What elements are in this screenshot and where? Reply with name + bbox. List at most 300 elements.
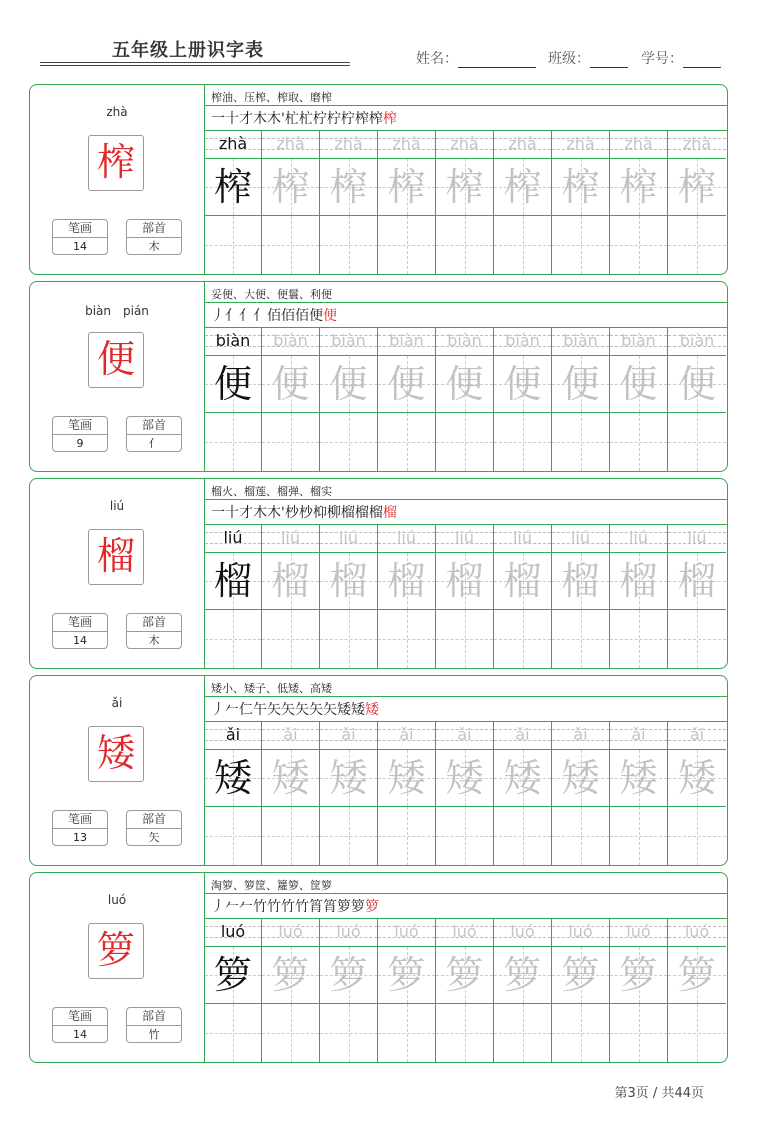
character-trace-text: 矮 <box>503 756 542 800</box>
stroke-step: 杪 <box>298 505 313 521</box>
empty-writing-cell[interactable] <box>378 807 436 865</box>
pinyin-model-cell <box>205 525 262 553</box>
character-trace-text: 矮 <box>445 756 484 800</box>
character-trace-text: 箩 <box>561 953 600 997</box>
empty-writing-cell[interactable] <box>436 413 494 471</box>
character-info-panel <box>30 676 204 865</box>
radical-value: 木 <box>148 240 160 253</box>
stroke-order <box>211 108 397 128</box>
stroke-step: 柳 <box>326 505 341 521</box>
empty-writing-cell[interactable] <box>610 413 668 471</box>
pinyin-trace-cell <box>668 919 726 947</box>
pinyin-trace-text: ǎi <box>573 725 588 744</box>
pinyin-trace-cell <box>378 131 436 159</box>
character-trace-text: 箩 <box>677 953 716 997</box>
practice-grid <box>205 919 726 1062</box>
pinyin-trace-cell <box>378 722 436 750</box>
character-trace-cell <box>378 750 436 807</box>
empty-writing-cell[interactable] <box>668 610 726 668</box>
empty-writing-cell[interactable] <box>378 413 436 471</box>
stroke-step: 柠 <box>340 111 355 127</box>
empty-writing-cell[interactable] <box>552 610 610 668</box>
pinyin-trace-text: zhà <box>682 134 712 153</box>
stroke-order <box>211 896 379 916</box>
pinyin-model-text: liú <box>223 528 243 547</box>
stroke-order <box>211 305 337 325</box>
radical-label: 部首 <box>127 1008 181 1026</box>
stroke-step: 杪 <box>284 505 299 521</box>
pinyin-trace-cell <box>610 328 668 356</box>
pinyin-trace-cell <box>436 328 494 356</box>
character-trace-cell <box>436 750 494 807</box>
stroke-step: 木 <box>253 111 267 127</box>
pinyin-trace-text: liú <box>338 528 359 547</box>
pinyin-trace-cell <box>262 919 320 947</box>
character-trace-cell <box>610 750 668 807</box>
character-pinyin: zhà <box>106 105 128 119</box>
character-pinyin: ǎi <box>111 696 123 710</box>
radical-label: 部首 <box>127 811 181 829</box>
title-underline-2 <box>40 65 350 66</box>
pinyin-trace-text: zhà <box>276 134 305 153</box>
pinyin-trace-text: ǎi <box>515 725 530 744</box>
empty-writing-cell[interactable] <box>262 807 320 865</box>
pinyin-model-text: ǎi <box>225 725 241 744</box>
empty-writing-cell[interactable] <box>262 610 320 668</box>
pinyin-trace-text: luó <box>626 922 651 941</box>
character-trace-cell <box>668 553 726 610</box>
character-trace-cell <box>436 159 494 216</box>
character-trace-cell <box>494 750 552 807</box>
pinyin-trace-text: luó <box>278 922 303 941</box>
character-display: 箩 <box>88 923 144 979</box>
character-trace-text: 便 <box>271 362 310 406</box>
empty-writing-cell[interactable] <box>552 1004 610 1062</box>
stroke-step: 便 <box>309 308 323 324</box>
character-trace-text: 矮 <box>619 756 658 800</box>
pinyin-trace-cell <box>610 919 668 947</box>
pinyin-trace-text: biàn <box>679 331 715 350</box>
character-trace-cell <box>552 159 610 216</box>
radical-label: 部首 <box>127 614 181 632</box>
practice-grid <box>205 131 726 274</box>
empty-writing-cell[interactable] <box>668 807 726 865</box>
character-trace-text: 榨 <box>503 165 542 209</box>
character-trace-cell <box>378 356 436 413</box>
pinyin-trace-cell <box>494 328 552 356</box>
number-blank[interactable] <box>683 53 721 68</box>
character-trace-cell <box>610 947 668 1004</box>
pinyin-trace-cell <box>494 131 552 159</box>
example-words: 矮小、矮子、低矮、高矮 <box>211 682 332 695</box>
stroke-step: 榴 <box>340 505 355 521</box>
empty-writing-cell[interactable] <box>610 216 668 274</box>
empty-writing-cell[interactable] <box>436 216 494 274</box>
empty-writing-cell[interactable] <box>205 413 262 471</box>
pinyin-trace-text: ǎi <box>689 725 705 744</box>
page-number: 第3页 / 共44页 <box>614 1086 704 1101</box>
stroke-count-value: 13 <box>73 831 87 844</box>
radical-box <box>126 810 182 846</box>
stroke-step: 亻 <box>253 308 267 324</box>
stroke-count-label: 笔画 <box>53 811 107 829</box>
character-trace-cell <box>320 356 378 413</box>
pinyin-trace-cell <box>378 328 436 356</box>
character-trace-text: 箩 <box>619 953 658 997</box>
pinyin-trace-cell <box>262 328 320 356</box>
empty-writing-cell[interactable] <box>552 413 610 471</box>
character-trace-text: 便 <box>677 362 716 406</box>
character-trace-text: 榨 <box>677 165 716 209</box>
stroke-step: 𠂉 <box>225 899 239 915</box>
empty-writing-cell[interactable] <box>494 610 552 668</box>
pinyin-trace-cell <box>436 131 494 159</box>
pinyin-model-text: biàn <box>215 331 251 350</box>
stroke-step: 一 <box>211 505 225 521</box>
character-trace-cell <box>436 553 494 610</box>
pinyin-trace-cell <box>436 722 494 750</box>
pinyin-trace-text: luó <box>510 922 535 941</box>
character-trace-cell <box>262 356 320 413</box>
radical-value: 木 <box>148 634 160 647</box>
row-divider <box>205 105 727 106</box>
row-divider <box>205 302 727 303</box>
character-trace-text: 榴 <box>503 559 542 603</box>
stroke-step: 便 <box>323 308 337 324</box>
character-trace-text: 榨 <box>271 165 310 209</box>
pinyin-trace-cell <box>610 722 668 750</box>
stroke-step: 𠂉 <box>239 899 253 915</box>
practice-grid <box>205 525 726 668</box>
empty-writing-cell[interactable] <box>320 413 378 471</box>
character-info-panel <box>30 479 204 668</box>
character-card <box>29 872 728 1063</box>
pinyin-trace-cell <box>320 919 378 947</box>
character-trace-cell <box>552 947 610 1004</box>
character-trace-cell <box>320 947 378 1004</box>
stroke-step: 柠 <box>326 111 341 127</box>
pinyin-trace-cell <box>552 919 610 947</box>
pinyin-model-cell <box>205 919 262 947</box>
empty-writing-cell[interactable] <box>262 1004 320 1062</box>
pinyin-trace-cell <box>552 328 610 356</box>
pinyin-trace-text: biàn <box>273 331 308 350</box>
character-trace-text: 榴 <box>445 559 484 603</box>
empty-writing-cell[interactable] <box>494 807 552 865</box>
stroke-step: 佰 <box>295 308 309 324</box>
stroke-step: 矢 <box>281 702 295 718</box>
character-trace-cell <box>378 947 436 1004</box>
pinyin-trace-cell <box>320 722 378 750</box>
radical-label: 部首 <box>127 220 181 238</box>
radical-box <box>126 416 182 452</box>
class-label: 班级： <box>548 51 590 67</box>
name-field[interactable] <box>416 48 536 68</box>
stroke-step: 丿 <box>211 702 225 718</box>
empty-writing-cell[interactable] <box>668 413 726 471</box>
stroke-order <box>211 699 379 719</box>
stroke-count-value: 14 <box>73 1028 87 1041</box>
practice-grid <box>205 328 726 471</box>
pinyin-trace-text: zhà <box>334 134 363 153</box>
stroke-step: 佰 <box>281 308 295 324</box>
practice-panel <box>204 282 727 471</box>
character-trace-text: 便 <box>561 362 600 406</box>
pinyin-trace-cell <box>552 131 610 159</box>
stroke-step: 丿 <box>211 308 225 324</box>
stroke-order <box>211 502 397 522</box>
pinyin-trace-text: liú <box>454 528 475 547</box>
character-trace-cell <box>320 750 378 807</box>
character-trace-text: 榨 <box>387 165 426 209</box>
empty-writing-cell[interactable] <box>494 1004 552 1062</box>
empty-writing-cell[interactable] <box>378 216 436 274</box>
character-trace-text: 矮 <box>271 756 310 800</box>
pinyin-trace-cell <box>552 525 610 553</box>
character-card <box>29 281 728 472</box>
character-trace-text: 箩 <box>271 953 310 997</box>
character-trace-cell <box>378 553 436 610</box>
character-model-cell <box>205 947 262 1004</box>
pinyin-trace-text: zhà <box>566 134 595 153</box>
character-model-text: 箩 <box>213 953 252 997</box>
character-trace-cell <box>262 947 320 1004</box>
character-trace-text: 榴 <box>677 559 716 603</box>
stroke-step: 矮 <box>351 702 365 718</box>
stroke-step: 丿 <box>211 899 225 915</box>
empty-writing-cell[interactable] <box>610 610 668 668</box>
character-trace-text: 箩 <box>387 953 426 997</box>
character-trace-text: 榴 <box>271 559 310 603</box>
character-trace-cell <box>552 750 610 807</box>
character-trace-text: 榴 <box>619 559 658 603</box>
pinyin-model-cell <box>205 722 262 750</box>
pinyin-trace-cell <box>668 722 726 750</box>
pinyin-trace-text: liú <box>628 528 649 547</box>
title-underline <box>40 62 350 63</box>
empty-writing-cell[interactable] <box>494 216 552 274</box>
stroke-step: 榴 <box>354 505 369 521</box>
stroke-count-box <box>52 219 108 255</box>
character-trace-cell <box>320 553 378 610</box>
character-pinyin: biàn pián <box>85 304 149 318</box>
empty-writing-cell[interactable] <box>205 807 262 865</box>
stroke-step: 箩 <box>337 899 351 915</box>
pinyin-trace-text: liú <box>512 528 533 547</box>
pinyin-trace-cell <box>262 525 320 553</box>
pinyin-trace-cell <box>378 525 436 553</box>
class-field[interactable] <box>548 48 628 68</box>
empty-writing-cell[interactable] <box>668 1004 726 1062</box>
pinyin-trace-text: ǎi <box>631 725 646 744</box>
character-model-text: 榨 <box>213 165 252 209</box>
pinyin-model-text: zhà <box>218 134 248 153</box>
stroke-step: 矮 <box>365 702 379 718</box>
pinyin-trace-text: biàn <box>389 331 424 350</box>
example-words: 淘箩、箩筐、籮箩、筐箩 <box>211 879 332 892</box>
stroke-step: 午 <box>253 702 267 718</box>
pinyin-trace-cell <box>436 525 494 553</box>
number-label: 学号： <box>641 51 683 67</box>
stroke-count-label: 笔画 <box>53 417 107 435</box>
pinyin-trace-text: zhà <box>508 134 537 153</box>
character-info-panel <box>30 873 204 1062</box>
pinyin-trace-cell <box>494 722 552 750</box>
character-trace-cell <box>436 947 494 1004</box>
stroke-step: 箩 <box>351 899 365 915</box>
character-trace-cell <box>552 356 610 413</box>
empty-writing-cell[interactable] <box>320 610 378 668</box>
character-display: 便 <box>88 332 144 388</box>
character-trace-cell <box>262 553 320 610</box>
row-divider <box>205 499 727 500</box>
character-trace-text: 便 <box>503 362 542 406</box>
empty-writing-cell[interactable] <box>205 610 262 668</box>
radical-value: 竹 <box>148 1028 160 1041</box>
pinyin-trace-text: ǎi <box>283 725 298 744</box>
character-trace-cell <box>320 159 378 216</box>
stroke-step: 亻 <box>225 308 239 324</box>
stroke-step: 榴 <box>382 505 397 521</box>
stroke-count-box <box>52 1007 108 1043</box>
character-info-panel <box>30 282 204 471</box>
pinyin-trace-cell <box>436 919 494 947</box>
empty-writing-cell[interactable] <box>610 807 668 865</box>
practice-panel <box>204 85 727 274</box>
pinyin-trace-cell <box>320 525 378 553</box>
stroke-step: 才 <box>239 111 253 127</box>
empty-writing-cell[interactable] <box>205 1004 262 1062</box>
empty-writing-cell[interactable] <box>552 807 610 865</box>
name-blank[interactable] <box>458 53 536 68</box>
practice-grid <box>205 722 726 865</box>
character-trace-cell <box>436 356 494 413</box>
pinyin-model-text: luó <box>220 922 246 941</box>
character-model-cell <box>205 159 262 216</box>
empty-writing-cell[interactable] <box>610 1004 668 1062</box>
number-field[interactable] <box>641 48 721 68</box>
empty-writing-cell[interactable] <box>378 1004 436 1062</box>
character-info-panel <box>30 85 204 274</box>
stroke-step: 十 <box>225 505 239 521</box>
character-trace-text: 榨 <box>619 165 658 209</box>
pinyin-trace-text: zhà <box>624 134 653 153</box>
pinyin-trace-cell <box>610 525 668 553</box>
character-pinyin: liú <box>109 499 125 513</box>
character-model-cell <box>205 750 262 807</box>
pinyin-trace-text: luó <box>394 922 419 941</box>
empty-writing-cell[interactable] <box>320 216 378 274</box>
pinyin-trace-cell <box>494 919 552 947</box>
empty-writing-cell[interactable] <box>436 1004 494 1062</box>
character-trace-text: 箩 <box>503 953 542 997</box>
pinyin-trace-text: liú <box>687 528 707 547</box>
pinyin-trace-cell <box>610 131 668 159</box>
empty-writing-cell[interactable] <box>320 1004 378 1062</box>
practice-panel <box>204 676 727 865</box>
character-trace-cell <box>668 947 726 1004</box>
stroke-step: 木' <box>267 505 285 521</box>
character-trace-cell <box>378 159 436 216</box>
radical-value: 亻 <box>148 437 160 450</box>
stroke-step: 矢 <box>295 702 309 718</box>
radical-value: 矢 <box>148 831 160 844</box>
pinyin-trace-text: biàn <box>621 331 656 350</box>
stroke-step: 仁 <box>239 702 253 718</box>
character-trace-text: 矮 <box>387 756 426 800</box>
stroke-step: 十 <box>225 111 239 127</box>
character-card <box>29 675 728 866</box>
stroke-step: 矢 <box>323 702 337 718</box>
pinyin-trace-text: liú <box>396 528 417 547</box>
character-trace-text: 榨 <box>329 165 368 209</box>
character-trace-cell <box>494 159 552 216</box>
pinyin-trace-text: luó <box>336 922 361 941</box>
stroke-step: 矢 <box>267 702 281 718</box>
stroke-count-box <box>52 613 108 649</box>
character-display: 榴 <box>88 529 144 585</box>
empty-writing-cell[interactable] <box>320 807 378 865</box>
character-trace-text: 榴 <box>329 559 368 603</box>
pinyin-trace-text: ǎi <box>341 725 356 744</box>
character-card <box>29 84 728 275</box>
stroke-count-value: 9 <box>76 437 84 450</box>
pinyin-trace-text: liú <box>280 528 301 547</box>
stroke-step: 木' <box>267 111 285 127</box>
pinyin-trace-text: biàn <box>331 331 366 350</box>
stroke-step: 榨 <box>382 111 397 127</box>
stroke-step: 矮 <box>337 702 351 718</box>
pinyin-trace-cell <box>668 328 726 356</box>
practice-panel <box>204 873 727 1062</box>
empty-writing-cell[interactable] <box>436 610 494 668</box>
empty-writing-cell[interactable] <box>436 807 494 865</box>
empty-writing-cell[interactable] <box>262 216 320 274</box>
character-model-text: 便 <box>213 362 252 406</box>
character-trace-text: 箩 <box>445 953 484 997</box>
practice-panel <box>204 479 727 668</box>
character-trace-text: 便 <box>329 362 368 406</box>
character-trace-text: 榨 <box>445 165 484 209</box>
empty-writing-cell[interactable] <box>494 413 552 471</box>
pinyin-trace-text: luó <box>452 922 477 941</box>
character-trace-cell <box>262 750 320 807</box>
empty-writing-cell[interactable] <box>552 216 610 274</box>
stroke-count-label: 笔画 <box>53 614 107 632</box>
character-trace-text: 榨 <box>561 165 600 209</box>
character-card <box>29 478 728 669</box>
pinyin-trace-cell <box>378 919 436 947</box>
stroke-count-box <box>52 416 108 452</box>
radical-box <box>126 1007 182 1043</box>
stroke-step: 筲 <box>309 899 323 915</box>
stroke-step: 枊 <box>312 505 327 521</box>
example-words: 妥便、大便、便鬟、利便 <box>211 288 332 301</box>
stroke-step: 佰 <box>267 308 281 324</box>
example-words: 榨油、压榨、榨取、磨榨 <box>211 91 332 104</box>
pinyin-trace-text: zhà <box>392 134 421 153</box>
empty-writing-cell[interactable] <box>668 216 726 274</box>
empty-writing-cell[interactable] <box>262 413 320 471</box>
character-display: 矮 <box>88 726 144 782</box>
stroke-step: 亻 <box>239 308 253 324</box>
empty-writing-cell[interactable] <box>378 610 436 668</box>
character-trace-text: 榴 <box>561 559 600 603</box>
empty-writing-cell[interactable] <box>205 216 262 274</box>
class-blank[interactable] <box>590 53 628 68</box>
character-trace-text: 便 <box>387 362 426 406</box>
pinyin-trace-text: zhà <box>450 134 479 153</box>
